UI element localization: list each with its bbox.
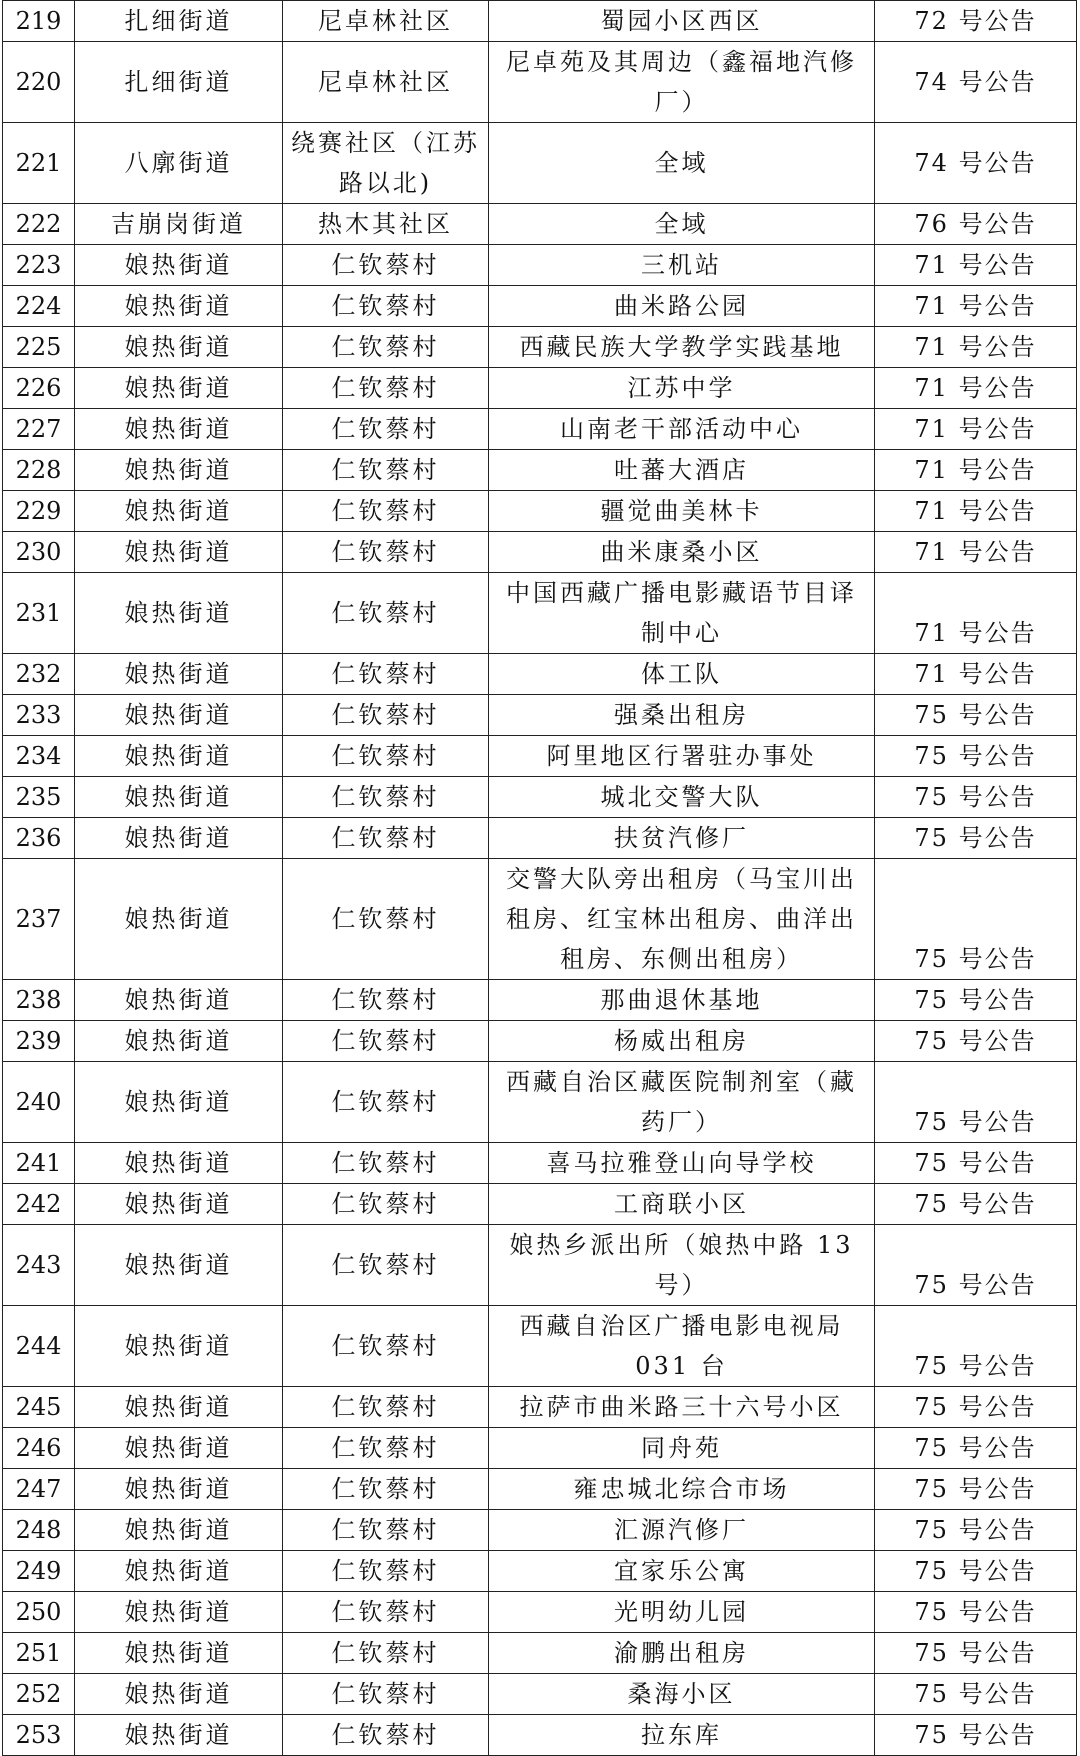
row-number-cell: 231 [3, 573, 75, 654]
community-cell: 仁钦蔡村 [283, 1306, 489, 1387]
row-number-cell: 242 [3, 1184, 75, 1225]
community-cell: 仁钦蔡村 [283, 1715, 489, 1756]
row-number-cell: 227 [3, 409, 75, 450]
area-cell: 强桑出租房 [489, 695, 875, 736]
notice-cell: 71 号公告 [875, 327, 1077, 368]
row-number-cell: 236 [3, 818, 75, 859]
row-number-cell: 221 [3, 123, 75, 204]
community-cell: 仁钦蔡村 [283, 1387, 489, 1428]
street-cell: 娘热街道 [75, 1143, 283, 1184]
community-cell: 仁钦蔡村 [283, 1184, 489, 1225]
street-cell: 娘热街道 [75, 1674, 283, 1715]
community-cell: 仁钦蔡村 [283, 1674, 489, 1715]
street-cell: 扎细街道 [75, 42, 283, 123]
row-number-cell: 229 [3, 491, 75, 532]
notice-cell: 75 号公告 [875, 695, 1077, 736]
community-cell: 仁钦蔡村 [283, 286, 489, 327]
notice-cell: 75 号公告 [875, 818, 1077, 859]
community-cell: 仁钦蔡村 [283, 1021, 489, 1062]
street-cell: 娘热街道 [75, 818, 283, 859]
area-cell: 同舟苑 [489, 1428, 875, 1469]
community-cell: 仁钦蔡村 [283, 1510, 489, 1551]
table-row [3, 532, 1077, 573]
street-cell: 娘热街道 [75, 654, 283, 695]
table-row [3, 123, 1077, 204]
street-cell: 娘热街道 [75, 491, 283, 532]
table-row [3, 1633, 1077, 1674]
notice-cell: 71 号公告 [875, 654, 1077, 695]
street-cell: 娘热街道 [75, 1306, 283, 1387]
row-number-cell: 235 [3, 777, 75, 818]
area-cell: 西藏自治区藏医院制剂室（藏药厂） [489, 1062, 875, 1143]
community-cell: 绕赛社区（江苏路以北) [283, 123, 489, 204]
area-cell: 中国西藏广播电影藏语节目译制中心 [489, 573, 875, 654]
notice-cell: 74 号公告 [875, 123, 1077, 204]
row-number-cell: 230 [3, 532, 75, 573]
notice-cell: 75 号公告 [875, 1633, 1077, 1674]
street-cell: 娘热街道 [75, 859, 283, 980]
row-number-cell: 219 [3, 1, 75, 42]
notice-cell: 75 号公告 [875, 1428, 1077, 1469]
row-number-cell: 224 [3, 286, 75, 327]
community-cell: 尼卓林社区 [283, 42, 489, 123]
table-row [3, 204, 1077, 245]
notice-cell: 75 号公告 [875, 1184, 1077, 1225]
row-number-cell: 251 [3, 1633, 75, 1674]
table-row [3, 1551, 1077, 1592]
community-cell: 仁钦蔡村 [283, 859, 489, 980]
row-number-cell: 228 [3, 450, 75, 491]
street-cell: 娘热街道 [75, 286, 283, 327]
street-cell: 娘热街道 [75, 573, 283, 654]
community-cell: 仁钦蔡村 [283, 491, 489, 532]
area-cell: 吐蕃大酒店 [489, 450, 875, 491]
row-number-cell: 253 [3, 1715, 75, 1756]
area-cell: 杨威出租房 [489, 1021, 875, 1062]
table-row [3, 1021, 1077, 1062]
community-cell: 仁钦蔡村 [283, 409, 489, 450]
community-cell: 仁钦蔡村 [283, 818, 489, 859]
row-number-cell: 226 [3, 368, 75, 409]
notice-cell: 75 号公告 [875, 1592, 1077, 1633]
area-cell: 宜家乐公寓 [489, 1551, 875, 1592]
table-row [3, 1510, 1077, 1551]
closure-area-table [2, 0, 1077, 1756]
table-body [3, 1, 1077, 1756]
community-cell: 仁钦蔡村 [283, 327, 489, 368]
row-number-cell: 246 [3, 1428, 75, 1469]
street-cell: 娘热街道 [75, 1551, 283, 1592]
community-cell: 仁钦蔡村 [283, 573, 489, 654]
community-cell: 仁钦蔡村 [283, 1062, 489, 1143]
row-number-cell: 243 [3, 1225, 75, 1306]
community-cell: 仁钦蔡村 [283, 368, 489, 409]
street-cell: 娘热街道 [75, 1510, 283, 1551]
area-cell: 光明幼儿园 [489, 1592, 875, 1633]
community-cell: 仁钦蔡村 [283, 1143, 489, 1184]
street-cell: 娘热街道 [75, 1633, 283, 1674]
notice-cell: 75 号公告 [875, 1306, 1077, 1387]
community-cell: 尼卓林社区 [283, 1, 489, 42]
table-row [3, 1062, 1077, 1143]
area-cell: 全域 [489, 204, 875, 245]
community-cell: 仁钦蔡村 [283, 1551, 489, 1592]
street-cell: 娘热街道 [75, 980, 283, 1021]
row-number-cell: 234 [3, 736, 75, 777]
table-row [3, 1387, 1077, 1428]
table-row [3, 42, 1077, 123]
table-row [3, 1, 1077, 42]
notice-cell: 75 号公告 [875, 1715, 1077, 1756]
street-cell: 娘热街道 [75, 1715, 283, 1756]
row-number-cell: 238 [3, 980, 75, 1021]
notice-cell: 71 号公告 [875, 491, 1077, 532]
community-cell: 热木其社区 [283, 204, 489, 245]
street-cell: 娘热街道 [75, 1428, 283, 1469]
area-cell: 雍忠城北综合市场 [489, 1469, 875, 1510]
area-cell: 曲米路公园 [489, 286, 875, 327]
notice-cell: 71 号公告 [875, 450, 1077, 491]
row-number-cell: 250 [3, 1592, 75, 1633]
street-cell: 娘热街道 [75, 1387, 283, 1428]
community-cell: 仁钦蔡村 [283, 1225, 489, 1306]
notice-cell: 71 号公告 [875, 286, 1077, 327]
notice-cell: 74 号公告 [875, 42, 1077, 123]
area-cell: 江苏中学 [489, 368, 875, 409]
street-cell: 扎细街道 [75, 1, 283, 42]
table-row [3, 368, 1077, 409]
street-cell: 娘热街道 [75, 736, 283, 777]
notice-cell: 75 号公告 [875, 1551, 1077, 1592]
area-cell: 那曲退休基地 [489, 980, 875, 1021]
street-cell: 娘热街道 [75, 450, 283, 491]
area-cell: 三机站 [489, 245, 875, 286]
table-row [3, 450, 1077, 491]
community-cell: 仁钦蔡村 [283, 1428, 489, 1469]
row-number-cell: 239 [3, 1021, 75, 1062]
row-number-cell: 249 [3, 1551, 75, 1592]
table-row [3, 1143, 1077, 1184]
notice-cell: 71 号公告 [875, 368, 1077, 409]
area-cell: 工商联小区 [489, 1184, 875, 1225]
notice-cell: 75 号公告 [875, 980, 1077, 1021]
community-cell: 仁钦蔡村 [283, 777, 489, 818]
area-cell: 桑海小区 [489, 1674, 875, 1715]
notice-cell: 75 号公告 [875, 859, 1077, 980]
street-cell: 娘热街道 [75, 1021, 283, 1062]
area-cell: 拉东库 [489, 1715, 875, 1756]
table-row [3, 859, 1077, 980]
community-cell: 仁钦蔡村 [283, 736, 489, 777]
table-row [3, 409, 1077, 450]
notice-cell: 75 号公告 [875, 1674, 1077, 1715]
area-cell: 西藏民族大学教学实践基地 [489, 327, 875, 368]
street-cell: 娘热街道 [75, 245, 283, 286]
community-cell: 仁钦蔡村 [283, 450, 489, 491]
notice-cell: 71 号公告 [875, 245, 1077, 286]
table-row [3, 327, 1077, 368]
street-cell: 娘热街道 [75, 1469, 283, 1510]
row-number-cell: 244 [3, 1306, 75, 1387]
row-number-cell: 252 [3, 1674, 75, 1715]
table-row [3, 1428, 1077, 1469]
area-cell: 娘热乡派出所（娘热中路 13 号） [489, 1225, 875, 1306]
notice-cell: 75 号公告 [875, 1510, 1077, 1551]
row-number-cell: 223 [3, 245, 75, 286]
notice-cell: 71 号公告 [875, 573, 1077, 654]
table-row [3, 286, 1077, 327]
row-number-cell: 241 [3, 1143, 75, 1184]
table-row [3, 777, 1077, 818]
table-row [3, 1225, 1077, 1306]
notice-cell: 75 号公告 [875, 1387, 1077, 1428]
notice-cell: 75 号公告 [875, 1021, 1077, 1062]
area-cell: 蜀园小区西区 [489, 1, 875, 42]
table-row [3, 818, 1077, 859]
area-cell: 扶贫汽修厂 [489, 818, 875, 859]
street-cell: 娘热街道 [75, 532, 283, 573]
area-cell: 交警大队旁出租房（马宝川出租房、红宝林出租房、曲洋出租房、东侧出租房） [489, 859, 875, 980]
area-cell: 体工队 [489, 654, 875, 695]
row-number-cell: 225 [3, 327, 75, 368]
notice-cell: 75 号公告 [875, 1469, 1077, 1510]
street-cell: 娘热街道 [75, 409, 283, 450]
table-row [3, 980, 1077, 1021]
area-cell: 汇源汽修厂 [489, 1510, 875, 1551]
area-cell: 城北交警大队 [489, 777, 875, 818]
area-cell: 曲米康桑小区 [489, 532, 875, 573]
table-row [3, 245, 1077, 286]
area-cell: 全域 [489, 123, 875, 204]
area-cell: 喜马拉雅登山向导学校 [489, 1143, 875, 1184]
community-cell: 仁钦蔡村 [283, 980, 489, 1021]
area-cell: 疆觉曲美林卡 [489, 491, 875, 532]
community-cell: 仁钦蔡村 [283, 1592, 489, 1633]
notice-cell: 75 号公告 [875, 777, 1077, 818]
street-cell: 吉崩岗街道 [75, 204, 283, 245]
table-row [3, 1674, 1077, 1715]
notice-cell: 75 号公告 [875, 1143, 1077, 1184]
table-row [3, 1306, 1077, 1387]
table-row [3, 1592, 1077, 1633]
row-number-cell: 232 [3, 654, 75, 695]
street-cell: 娘热街道 [75, 695, 283, 736]
notice-cell: 76 号公告 [875, 204, 1077, 245]
area-cell: 渝鹏出租房 [489, 1633, 875, 1674]
community-cell: 仁钦蔡村 [283, 245, 489, 286]
street-cell: 娘热街道 [75, 327, 283, 368]
street-cell: 娘热街道 [75, 1225, 283, 1306]
row-number-cell: 220 [3, 42, 75, 123]
area-cell: 山南老干部活动中心 [489, 409, 875, 450]
notice-cell: 75 号公告 [875, 736, 1077, 777]
table-row [3, 573, 1077, 654]
table-row [3, 491, 1077, 532]
notice-cell: 72 号公告 [875, 1, 1077, 42]
row-number-cell: 222 [3, 204, 75, 245]
community-cell: 仁钦蔡村 [283, 695, 489, 736]
street-cell: 娘热街道 [75, 777, 283, 818]
community-cell: 仁钦蔡村 [283, 654, 489, 695]
area-cell: 阿里地区行署驻办事处 [489, 736, 875, 777]
street-cell: 娘热街道 [75, 368, 283, 409]
notice-cell: 71 号公告 [875, 532, 1077, 573]
table-row [3, 1715, 1077, 1756]
row-number-cell: 237 [3, 859, 75, 980]
table-row [3, 1184, 1077, 1225]
table-row [3, 1469, 1077, 1510]
community-cell: 仁钦蔡村 [283, 1469, 489, 1510]
notice-cell: 75 号公告 [875, 1062, 1077, 1143]
street-cell: 娘热街道 [75, 1062, 283, 1143]
notice-cell: 71 号公告 [875, 409, 1077, 450]
area-cell: 尼卓苑及其周边（鑫福地汽修厂） [489, 42, 875, 123]
street-cell: 娘热街道 [75, 1592, 283, 1633]
street-cell: 娘热街道 [75, 1184, 283, 1225]
community-cell: 仁钦蔡村 [283, 532, 489, 573]
street-cell: 八廓街道 [75, 123, 283, 204]
area-cell: 拉萨市曲米路三十六号小区 [489, 1387, 875, 1428]
notice-cell: 75 号公告 [875, 1225, 1077, 1306]
row-number-cell: 247 [3, 1469, 75, 1510]
community-cell: 仁钦蔡村 [283, 1633, 489, 1674]
table-row [3, 695, 1077, 736]
table-row [3, 736, 1077, 777]
area-cell: 西藏自治区广播电影电视局 031 台 [489, 1306, 875, 1387]
row-number-cell: 245 [3, 1387, 75, 1428]
row-number-cell: 233 [3, 695, 75, 736]
row-number-cell: 248 [3, 1510, 75, 1551]
table-row [3, 654, 1077, 695]
row-number-cell: 240 [3, 1062, 75, 1143]
